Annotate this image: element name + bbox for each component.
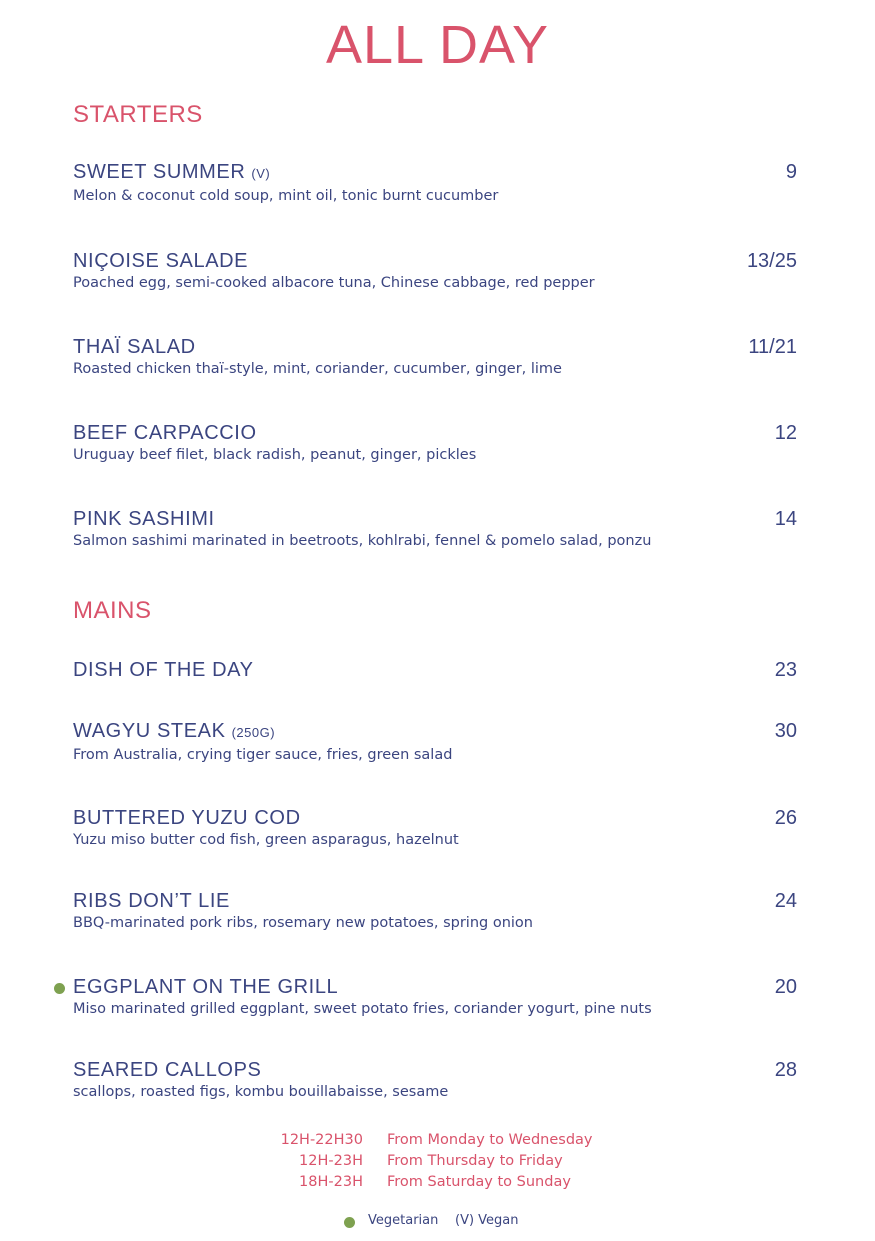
- item-description: Roasted chicken thaï-style, mint, coriander, cucumber, ginger, lime: [73, 361, 562, 377]
- weight-note: (250G): [231, 725, 276, 740]
- hours-row: [0, 1132, 875, 1153]
- hours-row: [0, 1174, 875, 1195]
- item-description: Uruguay beef filet, black radish, peanut, ginger, pickles: [73, 447, 477, 463]
- item-name: PINK SASHIMI: [73, 508, 215, 530]
- item-price: 24: [774, 890, 797, 912]
- item-price: 9: [785, 161, 797, 183]
- item-description: BBQ-marinated pork ribs, rosemary new potatoes, spring onion: [73, 915, 533, 931]
- opening-hours: [0, 1132, 875, 1195]
- menu-item-wagyu-steak: [73, 719, 797, 765]
- hours-days: From Monday to Wednesday: [387, 1132, 593, 1148]
- item-description: Yuzu miso butter cod fish, green asparagus, hazelnut: [73, 832, 459, 848]
- menu-item-nicoise-salade: [73, 249, 797, 293]
- menu-item-ribs-dont-lie: [73, 889, 797, 933]
- item-description: Melon & coconut cold soup, mint oil, tonic burnt cucumber: [73, 188, 499, 204]
- menu-item-dish-of-the-day: [73, 658, 797, 682]
- item-description: Poached egg, semi-cooked albacore tuna, Chinese cabbage, red pepper: [73, 275, 595, 291]
- vegan-note: (V): [251, 166, 271, 181]
- item-name: DISH OF THE DAY: [73, 659, 254, 681]
- hours-days: From Saturday to Sunday: [387, 1174, 571, 1190]
- menu-item-beef-carpaccio: [73, 421, 797, 465]
- item-description: scallops, roasted figs, kombu bouillabaisse, sesame: [73, 1084, 449, 1100]
- item-name: BUTTERED YUZU COD: [73, 807, 301, 829]
- hours-time: 12H-23H: [299, 1153, 363, 1169]
- menu-item-seared-callops: [73, 1058, 797, 1102]
- item-name: EGGPLANT ON THE GRILL: [73, 976, 339, 998]
- section-title-starters: STARTERS: [73, 101, 203, 128]
- hours-time: 12H-22H30: [280, 1132, 363, 1148]
- item-name: RIBS DON’T LIE: [73, 890, 230, 912]
- vegetarian-dot-icon: [344, 1217, 355, 1228]
- item-name: THAÏ SALAD: [73, 336, 196, 358]
- item-name: SEARED CALLOPS: [73, 1059, 262, 1081]
- section-title-mains: MAINS: [73, 597, 152, 624]
- legend-vegetarian: Vegetarian: [368, 1213, 439, 1228]
- item-price: 23: [774, 659, 797, 681]
- item-price: 12: [774, 422, 797, 444]
- legend-vegan: (V) Vegan: [455, 1213, 519, 1228]
- item-name: BEEF CARPACCIO: [73, 422, 257, 444]
- menu-title: ALL DAY: [325, 15, 550, 75]
- vegetarian-dot-icon: [54, 983, 65, 994]
- hours-row: [0, 1153, 875, 1174]
- item-price: 20: [774, 976, 797, 998]
- item-description: From Australia, crying tiger sauce, fries, green salad: [73, 747, 453, 763]
- item-price: 13/25: [746, 250, 797, 272]
- item-price: 30: [774, 720, 797, 742]
- hours-time: 18H-23H: [299, 1174, 363, 1190]
- item-name: SWEET SUMMER: [73, 161, 246, 183]
- item-price: 28: [774, 1059, 797, 1081]
- menu-item-pink-sashimi: [73, 507, 797, 551]
- item-price: 11/21: [748, 336, 797, 358]
- item-description: Salmon sashimi marinated in beetroots, kohlrabi, fennel & pomelo salad, ponzu: [73, 533, 652, 549]
- item-description: Miso marinated grilled eggplant, sweet potato fries, coriander yogurt, pine nuts: [73, 1001, 652, 1017]
- menu-item-thai-salad: [73, 335, 797, 379]
- item-price: 26: [774, 807, 797, 829]
- item-name: WAGYU STEAK: [73, 720, 226, 742]
- hours-days: From Thursday to Friday: [387, 1153, 563, 1169]
- menu-item-eggplant-on-the-grill: [73, 975, 797, 1019]
- item-price: 14: [774, 508, 797, 530]
- menu-item-sweet-summer: [73, 160, 797, 206]
- item-name: NIÇOISE SALADE: [73, 250, 249, 272]
- menu-item-buttered-yuzu-cod: [73, 806, 797, 850]
